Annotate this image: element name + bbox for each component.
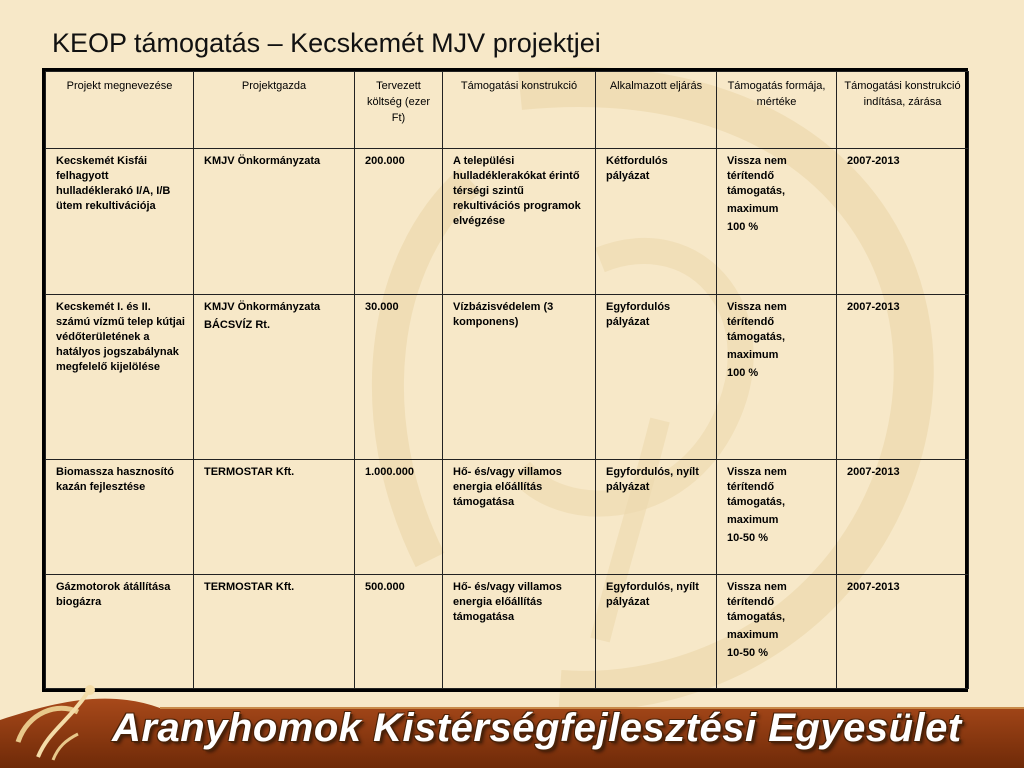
cell-owner [194, 460, 355, 575]
support-type: Vissza nem térítendő támogatás, [727, 466, 787, 508]
cell-owner [194, 575, 355, 689]
cell-construction: Hő- és/vagy villamos energia előállítás támogatása [443, 575, 596, 689]
cell-procedure: Egyfordulós, nyílt pályázat [596, 575, 717, 689]
cell-period: 2007-2013 [837, 460, 969, 575]
cell-project-name: Biomassza hasznosító kazán fejlesztése [46, 460, 194, 575]
owner-line: BÁCSVÍZ Rt. [204, 319, 270, 331]
cell-construction: Hő- és/vagy villamos energia előállítás támogatása [443, 460, 596, 575]
owner-line: KMJV Önkormányzata [204, 155, 321, 167]
header-project-owner: Projektgazda [194, 72, 355, 149]
support-type: Vissza nem térítendő támogatás, [727, 581, 787, 623]
cell-construction: Vízbázisvédelem (3 komponens) [443, 295, 596, 460]
cell-support [717, 149, 837, 295]
projects-table-container [42, 68, 968, 692]
header-construction: Támogatási konstrukció [443, 72, 596, 149]
header-project-name: Projekt megnevezése [46, 72, 194, 149]
header-planned-cost-label: Tervezett költség [367, 80, 421, 108]
support-max-label: maximum [727, 514, 779, 526]
table-row [46, 295, 969, 460]
cell-period: 2007-2013 [837, 149, 969, 295]
cell-period: 2007-2013 [837, 575, 969, 689]
owner-line: TERMOSTAR Kft. [204, 581, 295, 593]
cell-project-name: Kecskemét I. és II. számú vízmű telep kútjai védőterületének a hatályos jogszabálynak megfelelő kijelölése [46, 295, 194, 460]
support-rate: 10-50 % [727, 532, 768, 544]
cell-support [717, 460, 837, 575]
cell-cost: 1.000.000 [355, 460, 443, 575]
footer-organization-name: Aranyhomok Kistérségfejlesztési Egyesület [112, 706, 962, 750]
cell-procedure: Egyfordulós, nyílt pályázat [596, 460, 717, 575]
support-type: Vissza nem térítendő támogatás, [727, 155, 787, 197]
owner-line: TERMOSTAR Kft. [204, 466, 295, 478]
header-procedure: Alkalmazott eljárás [596, 72, 717, 149]
cell-project-name: Kecskemét Kisfái felhagyott hulladéklerakó I/A, I/B ütem rekultivációja [46, 149, 194, 295]
cell-support [717, 295, 837, 460]
cell-project-name: Gázmotorok átállítása biogázra [46, 575, 194, 689]
header-planned-cost-unit: (ezer Ft) [391, 96, 430, 124]
support-rate: 100 % [727, 367, 759, 379]
cell-procedure: Egyfordulós pályázat [596, 295, 717, 460]
support-max-label: maximum [727, 629, 779, 641]
support-type: Vissza nem térítendő támogatás, [727, 301, 787, 343]
cell-owner [194, 295, 355, 460]
header-support-form: Támogatás formája, mértéke [717, 72, 837, 149]
table-row [46, 460, 969, 575]
support-rate: 10-50 % [727, 647, 768, 659]
table-row [46, 575, 969, 689]
cell-cost: 30.000 [355, 295, 443, 460]
header-planned-cost [355, 72, 443, 149]
cell-construction: A települési hulladéklerakókat érintő térségi szintű rekultivációs programok elvégzése [443, 149, 596, 295]
support-max-label: maximum [727, 349, 779, 361]
cell-cost: 200.000 [355, 149, 443, 295]
support-max-label: maximum [727, 203, 779, 215]
cell-procedure: Kétfordulós pályázat [596, 149, 717, 295]
owner-line: KMJV Önkormányzata [204, 301, 321, 313]
cell-cost: 500.000 [355, 575, 443, 689]
table-row [46, 149, 969, 295]
table-header-row [46, 72, 969, 149]
cell-owner [194, 149, 355, 295]
header-period: Támogatási konstrukció indítása, zárása [837, 72, 969, 149]
association-logo-icon [8, 672, 118, 768]
slide-title: KEOP támogatás – Kecskemét MJV projektjei [52, 28, 601, 58]
support-rate: 100 % [727, 221, 759, 233]
projects-table [45, 71, 969, 689]
cell-period: 2007-2013 [837, 295, 969, 460]
cell-support [717, 575, 837, 689]
